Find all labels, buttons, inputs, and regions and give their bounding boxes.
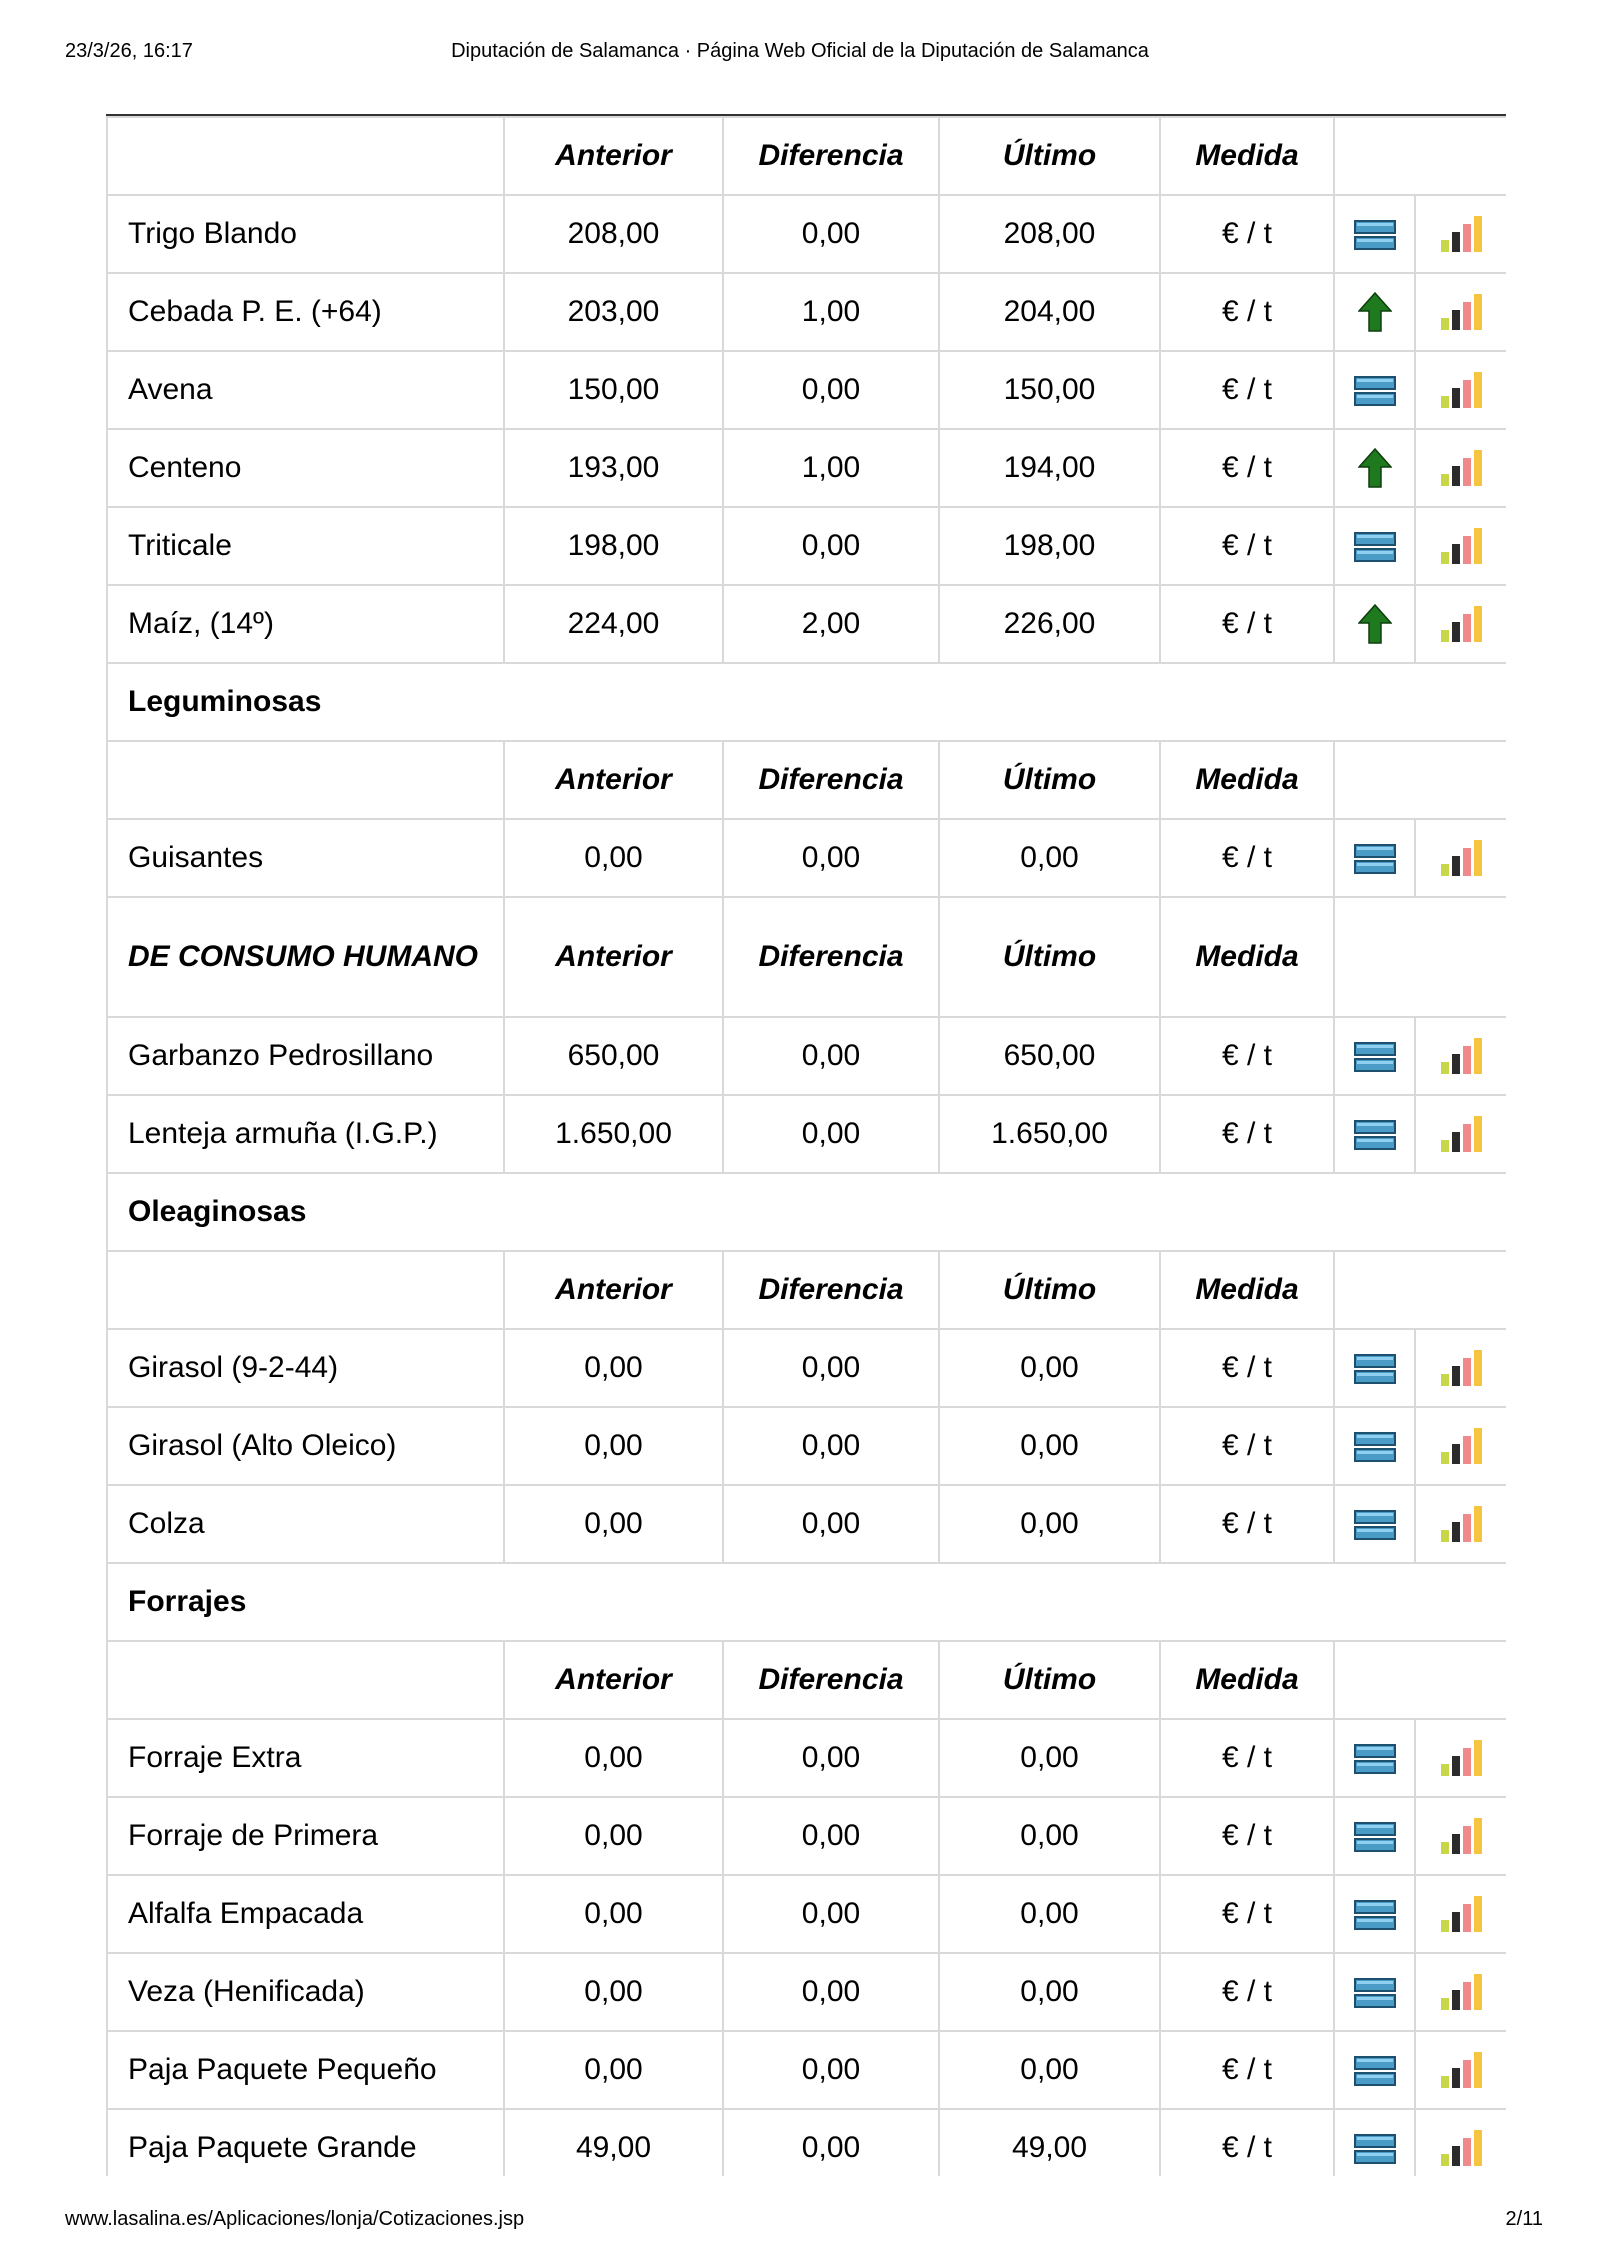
value-anterior: 208,00 bbox=[504, 195, 723, 273]
value-diferencia: 0,00 bbox=[723, 819, 939, 897]
value-anterior: 0,00 bbox=[504, 1953, 723, 2031]
value-medida: € / t bbox=[1160, 2109, 1334, 2176]
bar-chart-icon[interactable] bbox=[1439, 1504, 1483, 1544]
product-name: Triticale bbox=[107, 507, 504, 585]
bar-chart-icon[interactable] bbox=[1439, 1816, 1483, 1856]
print-url: www.lasalina.es/Aplicaciones/lonja/Cotizaciones.jsp bbox=[65, 2208, 525, 2230]
table-row bbox=[107, 1407, 1506, 1485]
chart-cell[interactable] bbox=[1415, 1095, 1506, 1173]
trend-cell bbox=[1334, 1875, 1415, 1953]
bar-chart-icon[interactable] bbox=[1439, 292, 1483, 332]
equal-trend-icon bbox=[1354, 1353, 1396, 1385]
section-title: Oleaginosas bbox=[107, 1173, 1506, 1251]
value-anterior: 0,00 bbox=[504, 1329, 723, 1407]
print-datetime: 23/3/26, 16:17 bbox=[65, 40, 193, 62]
value-medida: € / t bbox=[1160, 1875, 1334, 1953]
equal-trend-icon bbox=[1354, 531, 1396, 563]
bar-chart-icon[interactable] bbox=[1439, 1738, 1483, 1778]
group-title-header: DE CONSUMO HUMANO bbox=[107, 897, 504, 1017]
chart-cell[interactable] bbox=[1415, 507, 1506, 585]
trend-cell bbox=[1334, 195, 1415, 273]
trend-cell bbox=[1334, 1797, 1415, 1875]
value-anterior: 49,00 bbox=[504, 2109, 723, 2176]
bar-chart-icon[interactable] bbox=[1439, 604, 1483, 644]
value-anterior: 203,00 bbox=[504, 273, 723, 351]
header-anterior: Anterior bbox=[504, 897, 723, 1017]
value-ultimo: 150,00 bbox=[939, 351, 1160, 429]
value-medida: € / t bbox=[1160, 2031, 1334, 2109]
value-anterior: 0,00 bbox=[504, 1485, 723, 1563]
chart-cell[interactable] bbox=[1415, 1329, 1506, 1407]
header-diferencia: Diferencia bbox=[723, 1251, 939, 1329]
value-ultimo: 198,00 bbox=[939, 507, 1160, 585]
header-ultimo: Último bbox=[939, 1641, 1160, 1719]
chart-cell[interactable] bbox=[1415, 195, 1506, 273]
bar-chart-icon[interactable] bbox=[1439, 448, 1483, 488]
value-diferencia: 0,00 bbox=[723, 1407, 939, 1485]
table-row bbox=[107, 507, 1506, 585]
trend-cell bbox=[1334, 429, 1415, 507]
up-arrow-trend-icon bbox=[1358, 448, 1392, 488]
table-row bbox=[107, 429, 1506, 507]
value-medida: € / t bbox=[1160, 273, 1334, 351]
chart-cell[interactable] bbox=[1415, 1953, 1506, 2031]
trend-cell bbox=[1334, 273, 1415, 351]
value-medida: € / t bbox=[1160, 1329, 1334, 1407]
header-icons bbox=[1334, 1251, 1506, 1329]
trend-cell bbox=[1334, 2031, 1415, 2109]
value-medida: € / t bbox=[1160, 1095, 1334, 1173]
value-ultimo: 1.650,00 bbox=[939, 1095, 1160, 1173]
value-anterior: 224,00 bbox=[504, 585, 723, 663]
product-name: Lenteja armuña (I.G.P.) bbox=[107, 1095, 504, 1173]
value-anterior: 0,00 bbox=[504, 819, 723, 897]
trend-cell bbox=[1334, 507, 1415, 585]
trend-cell bbox=[1334, 1017, 1415, 1095]
group-title-header bbox=[107, 1641, 504, 1719]
chart-cell[interactable] bbox=[1415, 429, 1506, 507]
column-header-row bbox=[107, 1641, 1506, 1719]
bar-chart-icon[interactable] bbox=[1439, 1426, 1483, 1466]
table-row bbox=[107, 1797, 1506, 1875]
value-medida: € / t bbox=[1160, 1797, 1334, 1875]
chart-cell[interactable] bbox=[1415, 1719, 1506, 1797]
chart-cell[interactable] bbox=[1415, 585, 1506, 663]
value-ultimo: 194,00 bbox=[939, 429, 1160, 507]
equal-trend-icon bbox=[1354, 2055, 1396, 2087]
header-medida: Medida bbox=[1160, 741, 1334, 819]
header-diferencia: Diferencia bbox=[723, 741, 939, 819]
bar-chart-icon[interactable] bbox=[1439, 1348, 1483, 1388]
value-ultimo: 0,00 bbox=[939, 1797, 1160, 1875]
value-diferencia: 0,00 bbox=[723, 2031, 939, 2109]
product-name: Guisantes bbox=[107, 819, 504, 897]
value-ultimo: 204,00 bbox=[939, 273, 1160, 351]
value-ultimo: 650,00 bbox=[939, 1017, 1160, 1095]
section-title: Leguminosas bbox=[107, 663, 1506, 741]
equal-trend-icon bbox=[1354, 1899, 1396, 1931]
value-ultimo: 0,00 bbox=[939, 819, 1160, 897]
header-ultimo: Último bbox=[939, 117, 1160, 195]
table-row bbox=[107, 1329, 1506, 1407]
table-row bbox=[107, 1095, 1506, 1173]
header-diferencia: Diferencia bbox=[723, 1641, 939, 1719]
chart-cell[interactable] bbox=[1415, 1017, 1506, 1095]
header-anterior: Anterior bbox=[504, 1641, 723, 1719]
trend-cell bbox=[1334, 1485, 1415, 1563]
chart-cell[interactable] bbox=[1415, 1875, 1506, 1953]
bar-chart-icon[interactable] bbox=[1439, 526, 1483, 566]
value-medida: € / t bbox=[1160, 1719, 1334, 1797]
value-medida: € / t bbox=[1160, 1953, 1334, 2031]
value-diferencia: 0,00 bbox=[723, 507, 939, 585]
equal-trend-icon bbox=[1354, 1821, 1396, 1853]
value-medida: € / t bbox=[1160, 429, 1334, 507]
column-header-row bbox=[107, 1251, 1506, 1329]
chart-cell[interactable] bbox=[1415, 1485, 1506, 1563]
value-diferencia: 0,00 bbox=[723, 351, 939, 429]
header-icons bbox=[1334, 117, 1506, 195]
value-anterior: 150,00 bbox=[504, 351, 723, 429]
table-row bbox=[107, 1953, 1506, 2031]
up-arrow-trend-icon bbox=[1358, 604, 1392, 644]
value-diferencia: 0,00 bbox=[723, 1017, 939, 1095]
value-diferencia: 0,00 bbox=[723, 1485, 939, 1563]
section-row bbox=[107, 663, 1506, 741]
product-name: Maíz, (14º) bbox=[107, 585, 504, 663]
value-ultimo: 0,00 bbox=[939, 1407, 1160, 1485]
table-row bbox=[107, 585, 1506, 663]
quotations-table-container bbox=[106, 114, 1506, 2176]
trend-cell bbox=[1334, 1095, 1415, 1173]
value-anterior: 650,00 bbox=[504, 1017, 723, 1095]
value-ultimo: 0,00 bbox=[939, 2031, 1160, 2109]
equal-trend-icon bbox=[1354, 219, 1396, 251]
equal-trend-icon bbox=[1354, 843, 1396, 875]
header-anterior: Anterior bbox=[504, 741, 723, 819]
value-diferencia: 0,00 bbox=[723, 1095, 939, 1173]
column-header-row bbox=[107, 117, 1506, 195]
product-name: Paja Paquete Grande bbox=[107, 2109, 504, 2176]
bar-chart-icon[interactable] bbox=[1439, 370, 1483, 410]
equal-trend-icon bbox=[1354, 1509, 1396, 1541]
section-row bbox=[107, 1563, 1506, 1641]
print-footer bbox=[0, 2208, 1600, 2238]
product-name: Cebada P. E. (+64) bbox=[107, 273, 504, 351]
table-row bbox=[107, 2109, 1506, 2176]
trend-cell bbox=[1334, 1719, 1415, 1797]
header-medida: Medida bbox=[1160, 117, 1334, 195]
chart-cell[interactable] bbox=[1415, 273, 1506, 351]
group-title-header bbox=[107, 117, 504, 195]
header-medida: Medida bbox=[1160, 1251, 1334, 1329]
quotations-table bbox=[106, 116, 1506, 2176]
trend-cell bbox=[1334, 585, 1415, 663]
trend-cell bbox=[1334, 1953, 1415, 2031]
value-medida: € / t bbox=[1160, 507, 1334, 585]
bar-chart-icon[interactable] bbox=[1439, 2050, 1483, 2090]
value-medida: € / t bbox=[1160, 195, 1334, 273]
value-anterior: 0,00 bbox=[504, 1407, 723, 1485]
bar-chart-icon[interactable] bbox=[1439, 1894, 1483, 1934]
trend-cell bbox=[1334, 819, 1415, 897]
table-row bbox=[107, 819, 1506, 897]
print-page-number: 2/11 bbox=[1505, 2208, 1543, 2230]
table-row bbox=[107, 273, 1506, 351]
product-name: Veza (Henificada) bbox=[107, 1953, 504, 2031]
value-ultimo: 208,00 bbox=[939, 195, 1160, 273]
chart-cell[interactable] bbox=[1415, 2109, 1506, 2176]
table-row bbox=[107, 195, 1506, 273]
header-medida: Medida bbox=[1160, 1641, 1334, 1719]
value-anterior: 0,00 bbox=[504, 2031, 723, 2109]
bar-chart-icon[interactable] bbox=[1439, 214, 1483, 254]
value-diferencia: 1,00 bbox=[723, 273, 939, 351]
value-diferencia: 0,00 bbox=[723, 195, 939, 273]
header-icons bbox=[1334, 741, 1506, 819]
value-anterior: 198,00 bbox=[504, 507, 723, 585]
chart-cell[interactable] bbox=[1415, 2031, 1506, 2109]
product-name: Forraje de Primera bbox=[107, 1797, 504, 1875]
print-page-title: Diputación de Salamanca · Página Web Oficial de la Diputación de Salamanca bbox=[451, 40, 1149, 62]
bar-chart-icon[interactable] bbox=[1439, 2128, 1483, 2168]
equal-trend-icon bbox=[1354, 1119, 1396, 1151]
value-medida: € / t bbox=[1160, 1017, 1334, 1095]
equal-trend-icon bbox=[1354, 1431, 1396, 1463]
header-ultimo: Último bbox=[939, 1251, 1160, 1329]
header-diferencia: Diferencia bbox=[723, 897, 939, 1017]
value-medida: € / t bbox=[1160, 351, 1334, 429]
table-row bbox=[107, 1485, 1506, 1563]
product-name: Centeno bbox=[107, 429, 504, 507]
print-header bbox=[0, 40, 1600, 70]
bar-chart-icon[interactable] bbox=[1439, 1972, 1483, 2012]
product-name: Avena bbox=[107, 351, 504, 429]
value-anterior: 0,00 bbox=[504, 1875, 723, 1953]
trend-cell bbox=[1334, 1407, 1415, 1485]
chart-cell[interactable] bbox=[1415, 351, 1506, 429]
header-anterior: Anterior bbox=[504, 1251, 723, 1329]
product-name: Forraje Extra bbox=[107, 1719, 504, 1797]
value-anterior: 0,00 bbox=[504, 1719, 723, 1797]
table-row bbox=[107, 2031, 1506, 2109]
group-title-header bbox=[107, 1251, 504, 1329]
value-medida: € / t bbox=[1160, 585, 1334, 663]
value-diferencia: 0,00 bbox=[723, 1953, 939, 2031]
value-ultimo: 0,00 bbox=[939, 1329, 1160, 1407]
header-diferencia: Diferencia bbox=[723, 117, 939, 195]
header-ultimo: Último bbox=[939, 897, 1160, 1017]
value-ultimo: 0,00 bbox=[939, 1485, 1160, 1563]
chart-cell[interactable] bbox=[1415, 819, 1506, 897]
section-title: Forrajes bbox=[107, 1563, 1506, 1641]
value-ultimo: 0,00 bbox=[939, 1953, 1160, 2031]
header-icons bbox=[1334, 1641, 1506, 1719]
header-icons bbox=[1334, 897, 1506, 1017]
value-medida: € / t bbox=[1160, 819, 1334, 897]
trend-cell bbox=[1334, 351, 1415, 429]
column-header-row bbox=[107, 741, 1506, 819]
product-name: Colza bbox=[107, 1485, 504, 1563]
value-medida: € / t bbox=[1160, 1407, 1334, 1485]
header-anterior: Anterior bbox=[504, 117, 723, 195]
value-diferencia: 0,00 bbox=[723, 1797, 939, 1875]
bar-chart-icon[interactable] bbox=[1439, 838, 1483, 878]
equal-trend-icon bbox=[1354, 1977, 1396, 2009]
product-name: Alfalfa Empacada bbox=[107, 1875, 504, 1953]
header-medida: Medida bbox=[1160, 897, 1334, 1017]
column-header-row bbox=[107, 897, 1506, 1017]
value-ultimo: 0,00 bbox=[939, 1875, 1160, 1953]
product-name: Garbanzo Pedrosillano bbox=[107, 1017, 504, 1095]
value-ultimo: 49,00 bbox=[939, 2109, 1160, 2176]
product-name: Girasol (9-2-44) bbox=[107, 1329, 504, 1407]
equal-trend-icon bbox=[1354, 1743, 1396, 1775]
value-diferencia: 1,00 bbox=[723, 429, 939, 507]
table-row bbox=[107, 1017, 1506, 1095]
value-anterior: 0,00 bbox=[504, 1797, 723, 1875]
section-row bbox=[107, 1173, 1506, 1251]
equal-trend-icon bbox=[1354, 375, 1396, 407]
chart-cell[interactable] bbox=[1415, 1407, 1506, 1485]
value-diferencia: 0,00 bbox=[723, 1329, 939, 1407]
value-diferencia: 2,00 bbox=[723, 585, 939, 663]
bar-chart-icon[interactable] bbox=[1439, 1114, 1483, 1154]
trend-cell bbox=[1334, 2109, 1415, 2176]
up-arrow-trend-icon bbox=[1358, 292, 1392, 332]
value-diferencia: 0,00 bbox=[723, 1875, 939, 1953]
equal-trend-icon bbox=[1354, 2133, 1396, 2165]
bar-chart-icon[interactable] bbox=[1439, 1036, 1483, 1076]
table-row bbox=[107, 1875, 1506, 1953]
product-name: Trigo Blando bbox=[107, 195, 504, 273]
chart-cell[interactable] bbox=[1415, 1797, 1506, 1875]
value-diferencia: 0,00 bbox=[723, 1719, 939, 1797]
value-medida: € / t bbox=[1160, 1485, 1334, 1563]
table-row bbox=[107, 1719, 1506, 1797]
product-name: Paja Paquete Pequeño bbox=[107, 2031, 504, 2109]
value-ultimo: 0,00 bbox=[939, 1719, 1160, 1797]
header-ultimo: Último bbox=[939, 741, 1160, 819]
trend-cell bbox=[1334, 1329, 1415, 1407]
value-anterior: 193,00 bbox=[504, 429, 723, 507]
group-title-header bbox=[107, 741, 504, 819]
equal-trend-icon bbox=[1354, 1041, 1396, 1073]
value-anterior: 1.650,00 bbox=[504, 1095, 723, 1173]
product-name: Girasol (Alto Oleico) bbox=[107, 1407, 504, 1485]
table-row bbox=[107, 351, 1506, 429]
value-diferencia: 0,00 bbox=[723, 2109, 939, 2176]
value-ultimo: 226,00 bbox=[939, 585, 1160, 663]
